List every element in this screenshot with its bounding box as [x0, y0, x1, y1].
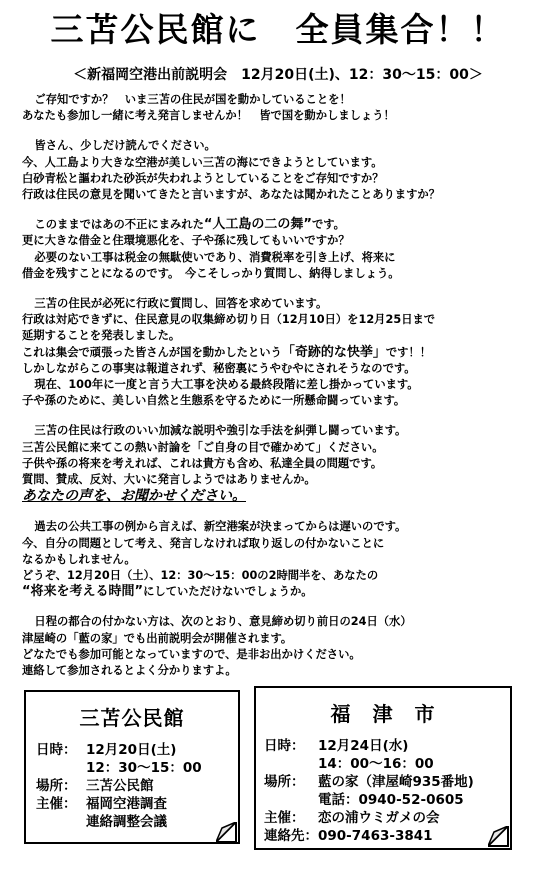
paragraph: [22, 138, 542, 203]
text-line: [22, 393, 542, 409]
text-line: [22, 266, 542, 282]
info-label: [264, 791, 318, 809]
info-value: 恋の浦ウミガメの会: [318, 810, 440, 826]
line-text: です。: [311, 218, 345, 232]
page-title: 三苫公民館に 全員集合！！: [50, 10, 506, 49]
text-line: [22, 108, 542, 124]
text-line: [22, 519, 542, 535]
line-text: どうぞ、12月20日（土）、12：30～15：00の2時間半を、あなたの: [22, 569, 379, 583]
body-text: [22, 92, 542, 693]
line-text: あなたも参加し一緒に考え発言しませんか！ 皆で国を動かしましょう！: [22, 109, 395, 123]
paragraph: [22, 519, 542, 600]
line-text: 過去の公共工事の例から言えば、新空港案が決まってからは遅いのです。: [34, 520, 407, 534]
call-to-action-text: あなたの声を、お聞かせください。: [22, 488, 246, 505]
info-label: [264, 755, 318, 773]
text-line: [22, 440, 542, 456]
line-text: なるかもしれません。: [22, 552, 136, 566]
line-text: 質問、賛成、反対、大いに発言しようではありませんか。: [22, 473, 316, 487]
text-line: [22, 92, 542, 108]
text-line: [22, 328, 542, 344]
text-line: [22, 377, 542, 393]
info-value: 14：00～16：00: [318, 756, 434, 772]
info-value: 連絡調整会議: [86, 814, 167, 830]
line-text: 日程の都合の付かない方は、次のとおり、意見締め切り前日の24日（水）: [34, 615, 412, 629]
page-fold-icon: [488, 826, 510, 848]
line-text: 子や孫のために、美しい自然と生態系を守るために一所懸命闘っています。: [22, 394, 406, 408]
info-value: 090-7463-3841: [318, 828, 433, 844]
text-line: [22, 552, 542, 568]
info-label: 主催：: [264, 810, 305, 826]
text-line: [22, 217, 542, 233]
info-box-mitoma: [24, 690, 240, 844]
line-text: 三苫公民館に来てこの熱い討論を「ご自身の目で確かめて」ください。: [22, 440, 384, 454]
info-label: 場所：: [264, 774, 305, 790]
info-row: [36, 741, 238, 759]
emphasis-text: “人工島の二の舞”: [203, 217, 312, 233]
info-row: [36, 759, 238, 777]
info-value: 12：30～15：00: [86, 760, 202, 776]
line-text: 延期することを発表しました。: [22, 329, 181, 343]
line-text: どなたでも参加可能となっていますので、是非お出かけください。: [22, 647, 361, 661]
line-text: これは集会で頑張った皆さんが国を動かしたという: [22, 345, 282, 359]
line-text: 必要のない工事は税金の無駄使いであり、消費税率を引き上げ、将来に: [34, 250, 396, 264]
line-text: 行政は対応できずに、住民意見の収集締め切り日（12月10日）を12月25日まで: [22, 313, 436, 327]
info-value: 藍の家（津屋崎935番地): [318, 774, 474, 790]
info-box-title: 三苫公民館: [79, 706, 185, 730]
line-text: 現在、100年に一度と言う大工事を決める最終段階に差し掛かっています。: [34, 378, 419, 392]
line-text: 借金を残すことになるのです。 今こそしっかり質問し、納得しましょう。: [22, 266, 400, 280]
info-row: [264, 773, 510, 791]
paragraph: [22, 423, 542, 505]
line-text: しかしながらこの事実は報道されず、秘密裏にうやむやにされそうなのです。: [22, 361, 416, 375]
line-text: 連絡して参加されるとよく分かりますよ。: [22, 664, 237, 678]
line-text: です！！: [385, 345, 432, 359]
emphasis-text: “将来を考える時間”: [22, 584, 144, 600]
line-text: このままではあの不正にまみれた: [34, 218, 204, 232]
info-label: 日時：: [264, 738, 305, 754]
text-line: [22, 488, 542, 505]
line-text: 今、自分の問題として考え、発言しなければ取り返しの付かないことに: [22, 536, 385, 550]
text-line: [22, 296, 542, 312]
info-label: 日時：: [36, 742, 77, 758]
info-label: [36, 813, 86, 831]
info-value: 電話：0940-52-0605: [318, 792, 464, 808]
text-line: [22, 138, 542, 154]
text-line: [22, 233, 542, 249]
info-row: [264, 755, 510, 773]
info-row: [264, 809, 510, 827]
text-line: [22, 647, 542, 663]
info-row: [264, 827, 510, 845]
info-value: 福岡空港調査: [86, 796, 167, 812]
info-box-fukutsu: [254, 686, 512, 850]
line-text: 今、人工島より大きな空港が美しい三苫の海にできようとしています。: [22, 155, 383, 169]
line-text: 白砂青松と謳われた砂浜が失われようとしていることをご存知ですか？: [22, 171, 384, 185]
text-line: [22, 614, 542, 630]
text-line: [22, 631, 542, 647]
info-label: 場所：: [36, 778, 77, 794]
page-subtitle: ＜新福岡空港出前説明会 12月20日(土)、12：30～15：00＞: [73, 67, 483, 83]
text-line: [22, 312, 542, 328]
text-line: [22, 361, 542, 377]
paragraph: [22, 614, 542, 679]
line-text: ご存知ですか？ いま三苫の住民が国を動かしていることを！: [34, 93, 351, 106]
text-line: [22, 568, 542, 584]
text-line: [22, 456, 542, 472]
line-text: にしていただけないでしょうか。: [143, 585, 313, 599]
info-value: 12月24日(水): [318, 738, 409, 754]
info-row: [36, 813, 238, 831]
line-text: 更に大きな借金と住環境悪化を、子や孫に残してもいいですか？: [22, 234, 350, 248]
info-value: 三苫公民館: [86, 778, 154, 794]
text-line: [22, 536, 542, 552]
line-text: 皆さん、少しだけ読んでください。: [34, 139, 216, 153]
line-text: 津屋崎の「藍の家」でも出前説明会が開催されます。: [22, 631, 293, 645]
info-box-title: 福 津 市: [330, 702, 436, 726]
paragraph: [22, 217, 542, 282]
text-line: [22, 345, 542, 361]
info-row: [36, 795, 238, 813]
line-text: 三苫の住民は行政のいい加減な説明や強引な手法を糾弾し闘っています。: [34, 424, 407, 438]
emphasis-text: 「奇跡的な快挙」: [281, 344, 386, 360]
info-row: [36, 777, 238, 795]
text-line: [22, 155, 542, 171]
info-value: 12月20日(土): [86, 742, 177, 758]
paragraph: [22, 92, 542, 124]
paragraph: [22, 296, 542, 409]
info-label: 連絡先：: [264, 828, 318, 844]
info-row: [264, 737, 510, 755]
line-text: 行政は住民の意見を聞いてきたと言いますが、あなたは聞かれたことありますか？: [22, 188, 440, 202]
page-fold-icon: [216, 822, 238, 844]
info-label: 主催：: [36, 796, 77, 812]
line-text: 三苫の住民が必死に行政に質問し、回答を求めています。: [34, 297, 328, 311]
text-line: [22, 423, 542, 439]
info-label: [36, 759, 86, 777]
text-line: [22, 663, 542, 679]
text-line: [22, 472, 542, 488]
text-line: [22, 250, 542, 266]
text-line: [22, 171, 542, 187]
text-line: [22, 584, 542, 600]
line-text: 子供や孫の将来を考えれば、これは貴方も含め、私達全員の問題です。: [22, 456, 383, 470]
info-row: [264, 791, 510, 809]
text-line: [22, 187, 542, 203]
